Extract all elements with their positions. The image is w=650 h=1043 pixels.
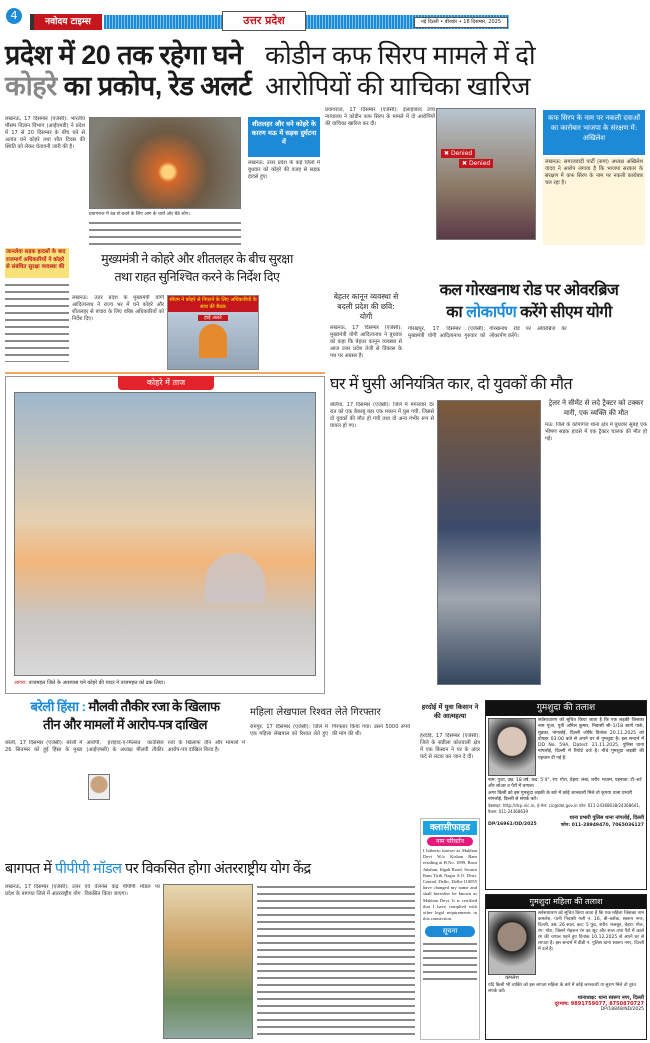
missing-girl-ad [485,700,647,890]
fog-side-lede: लखनऊ: उत्तर प्रदेश के कई जिलों में बुधवार को कोहरे की वजह से सड़क हादसे हुए। [248,160,320,180]
section-tab: उत्तर प्रदेश [222,11,306,31]
ad-title: गुमशुदा की तलाश [486,701,646,716]
headline-line [5,698,245,716]
headline-line: कल गोरखनाथ रोड पर ओवरब्रिज [439,282,619,299]
page-number: 4 [6,8,22,24]
ad-ref: DP/18848/ND/2025 [600,1007,644,1012]
photo-caption: प्रयागराज में ठंड से बचने के लिए आग के चारों ओर बैठे लोग। [89,212,190,217]
classified-box [420,818,480,1040]
caption-place: आगरा: [14,680,27,686]
fog-body [89,220,241,248]
headline-highlight: कोहरे [5,71,57,101]
maulana-photo [88,774,110,800]
headline-line: तथा राहत सुनिश्चित करने के निर्देश दिए [114,270,280,284]
headline-line: मुख्यमंत्री ने कोहरे और शीतलहर के बीच सुरक्षा [101,252,293,266]
headline-text: का प्रकोप, रेड अलर्ट [56,71,252,101]
bareilly-headline [5,698,245,734]
car-lede: बलिया, 17 दिसम्बर (एजेंसी): जिले में मंगलवार देर रात को एक बेकाबू कार एक मकान में घुस गयी, जिससे दो युवकों की मौत हो गयी तथा दो अन्य गंभीर रूप से घायल हो गए। [330,402,434,429]
bridge-lede: गोरखपुर, 17 दिसम्बर (एजेंसी): मुख्यमंत्री योगी आदित्यनाथ गुरुवार को गोरखनाथ रोड पर ओवरब्रिज का लोकार्पण करेंगे। [408,326,567,339]
ad-body: सर्वसाधारण को सूचित किया जाता है कि एक लड़की जिसका नाम पूजा, पुत्री अनिल कुमार, निवासी सी–1/18 स्वर्ण पार्क, मुंडका, नांगलोई, दिल्ली जोकि दिनांक 20.11.2025 को दोपहर 03:00 बजे से अपने घर से गुमशुदा है। इस सन्दर्भ में DD No. 59A, Dated: 21.11.2025, पुलिस थाना नांगलोई, दिल्ली में रिपोर्ट दर्ज है। नीचे गुमशुदा लड़की की पहचान दी गई है: [538,718,644,761]
denied-label: ✖ Denied [459,159,493,168]
name-change-label: नाम परिवर्तन [427,837,473,846]
hardoi-headline: हरदोई में युवा किसान ने की आत्महत्या [421,703,479,720]
headline-text: करेंगे सीएम योगी [516,304,612,321]
denied-label: ✖ Denied [441,149,475,158]
info-body [423,941,477,983]
person-name: कमलेश [505,975,519,981]
name-change-notice: I hitherto known as Makhan Devi W/o Kishan Ram residing at H.No. 1899, Basti Julahan, Idgah Road, Swami Ram Tirth Nagar S.O. Distt. Central Delhi, Delhi-110055 have changed my name and shall hereafter be known as Makhan Devi. It is certified that I have complied with other legal requirements in this connection. [423,848,477,922]
denied-text: Denied [450,150,473,157]
headline-text: मौलवी तौकीर रजा के खिलाफ [85,699,220,714]
headline-line: आरोपियों की याचिका खारिज [265,71,531,101]
ad-officer: थानाध्यक्ष: थाना स्वरूप नगर, दिल्ली [577,995,644,1001]
ad-officer: थाना प्रभारी पुलिस थाना नांगलोई, दिल्ली [569,815,644,822]
headline-highlight: बरेली हिंसा : [30,699,86,714]
bareilly-lede: बरेली, 17 दिसम्बर (एजेंसी): बरेली में 26 सितम्बर को हुई हिंसा के मुख्य आरोपी, इत्तेहाद-ए-मिल्लत काउंसिल (आईएमसी) के अध्यक्ष मौलवी तौकीर रजा के खिलाफ तीन और मामलों में आरोप-पत्र दाखिल किया है। [5,740,245,753]
headline-highlight: लोकार्पण [466,304,517,321]
denied-text: Denied [468,160,491,167]
cm-headline [72,250,322,286]
taj-silhouette [205,553,265,603]
graphic-title: सीएम ने कोहरे से निपटने के लिए अधिकारियों के साथ की बैठक [169,297,257,310]
akhilesh-box: कफ सिरप के नाम पर नकली दवाओं का कारोबार भाजपा के संरक्षण में: अखिलेश [543,110,645,155]
graphic-tag: हाई अलर्ट [198,315,228,321]
fog-side-box: शीतलहर और घने कोहरे के कारण मऊ में सड़क दुर्घटना में [248,117,320,157]
headline-line [5,71,263,102]
headline-line [408,302,650,324]
ad-ref: DP/16961/OD/2025 [488,822,537,828]
law-lede: लखनऊ, 17 दिसम्बर (एजेंसी): मुख्यमंत्री योगी आदित्यनाथ ने बुधवार को कहा कि बेहतर कानून व्यवस्था से आज उत्तर प्रदेश तेजी से विकास के पथ पर अग्रसर है। [330,325,402,359]
lekhpal-headline: महिला लेखपाल रिश्वत लेते गिरफ्तार [250,707,381,718]
highway-box: जानलेवा सड़क हादसों के बाद राजमार्ग अधिकारियों ने कोहरे से संबंधित सुरक्षा व्यवस्था की [5,248,69,278]
ad-phone: फोन: 011-28949470, 7065036127 [560,823,644,829]
headline-text: का [446,304,467,321]
ad-title: गुमशुदा महिला की तलाश [486,895,646,909]
trailer-headline: ट्रेलर ने सीमेंट से लदे ट्रैक्टर को टक्कर मारी, एक व्यक्ति की मौत [548,399,644,417]
newspaper-logo: नवोदय टाइम्स [30,14,102,30]
girl-photo [488,718,536,776]
yoga-center-illustration [163,884,253,1039]
taj-tag: कोहरे में ताज [118,376,214,390]
cm-graphic [167,295,259,370]
ad-contact: वेबसाइट: http://dcp.nic.in, ई–मेल: cic@del.gov.in फोन: 011-24368638/24368641, फैक्स: 011-24368639 [488,803,641,815]
headline-highlight: पीपीपी मॉडल [54,861,122,877]
ad-appeal: यदि किसी भी व्यक्ति को इस लापता महिला के बारे में कोई जानकारी या सुराग मिले तो तुरंत संपर्क करें। [488,983,636,994]
headline-line: प्रदेश में 20 तक रहेगा घने [5,40,243,70]
taj-photo [14,392,316,676]
bonfire-photo [89,117,241,209]
highway-body [5,282,69,362]
dateline: नई दिल्ली • बीरबार • 18 दिसम्बर, 2025 [414,17,508,28]
codeine-lede: प्रयागराज, 17 दिसम्बर (एजेंसी): इलाहाबाद उच्च न्यायालय ने कोडीन कफ सिरप के मामले में दो आरोपियों की याचिका खारिज कर दी। [325,107,435,127]
ad-identity: नाम: पूजा, उम्र: 18 वर्ष, कद: 5'4", रंग: गोरा, चेहरा: लंबा, शरीर: मध्यम, पहनावा: टी–शर्ट और लोअर व पैरों में चप्पल। [488,778,642,790]
headline-text: बागपत में [5,861,55,877]
classified-title: क्लासीफाइड [423,821,477,835]
trailer-lede: मऊ: जिले के कोपागंज थाना क्षेत्र में बुधवार सुबह एक भीषण सड़क हादसे में एक ट्रैक्टर चालक की मौत हो गई। [545,422,647,442]
bagpat-headline [5,858,415,880]
ad-body: सर्वसाधारण को सूचित किया जाता है कि एक महिला जिसका नाम कमलेश, पत्नी निवासी गली नं. 16, बी–ब्लॉक, स्वरूप नगर, दिल्ली, उम्र: 26 साल, कद: 5 फुट, शरीर: मजबूत, चेहरा: गोल, रंग: गोरा, जिसने मेहरून रंग का सूट और शाल तथा पैरों में काले रंग की चप्पल पहने हुए दिनांक 10.12.2025 से अपने घर से लापता है। इस सन्दर्भ में डीडी नं. पुलिस थाना स्वरूप नगर, दिल्ली में दर्ज है। [538,911,644,952]
codeine-illustration [436,108,536,240]
headline-line: कोडीन कफ सिरप मामले में दो [265,40,536,70]
divider [5,372,325,374]
fog-headline [5,40,263,102]
missing-woman-ad [485,894,647,1040]
woman-photo [488,911,536,975]
cm-lede: लखनऊ: उत्तर प्रदेश के मुख्यमंत्री योगी आदित्यनाथ ने राज्य भर में घने कोहरे और शीतलहर से बचाव के लिए वरिष्ठ अधिकारियों को निर्देश दिए। [72,295,164,322]
bagpat-lede: लखनऊ, 17 दिसम्बर (एजेंसी): उत्तर प्रदेश के बागपत जिले में अंतरराष्ट्रीय योग एवं वेलनेस केंद्र पीपीपी मॉडल पर विकसित किया जाएगा। [5,884,160,897]
law-headline: बेहतर कानून व्यवस्था से बदली प्रदेश की छवि: योगी [333,292,399,321]
bagpat-body [257,884,415,1039]
fog-lede: लखनऊ, 17 दिसम्बर (एजेंसी): भारतीय मौसम विज्ञान विभाग (आईएमडी) ने प्रदेश में 17 से 20 दिसम्बर के बीच घने से अत्यंत घने कोहरे तथा शीत दिवस की स्थिति को लेकर चेतावनी जारी की है। [5,116,85,150]
ad-phone: दूरभाष: 9891759077, 8750870727 [554,1001,644,1007]
headline-line: तीन और मामलों में आरोप-पत्र दाखिल [43,717,207,732]
car-accident-photo [437,400,541,685]
caption-text: ताजमहल जिले के आसपास घने कोहरे की चादर ने ताजमहल को ढक लिया। [26,680,165,686]
headline-text: पर विकसित होगा अंतरराष्ट्रीय योग केंद्र [121,861,311,877]
lekhpal-lede: रामपुर, 17 दिसम्बर (एजेंसी): जिले में एक महिला लेखपाल को रिश्वत लेते हुए गिरफ्तार किया गया। उसने 5000 रुपये की मांग की थी। [250,724,410,737]
codeine-headline [265,40,650,102]
bridge-headline [408,280,650,324]
info-label: सूचना [425,926,475,937]
ad-appeal: अगर किसी को इस गुमशुदा लड़की के बारे में कोई जानकारी मिले तो कृपया थाना प्रभारी नांगलोई, दिल्ली से संपर्क करें। [488,790,633,802]
cm-portrait [199,324,227,358]
car-headline: घर में घुसी अनियंत्रित कार, दो युवकों की मौत [330,376,573,393]
hardoi-lede: हरदोई, 17 दिसम्बर (एजेंसी): जिले के संडीला कोतवाली क्षेत्र में एक किसान ने घर के अंदर फंदे से लटक कर जान दे दी। [420,733,480,760]
akhilesh-lede: लखनऊ: समाजवादी पार्टी (सपा) अध्यक्ष अखिलेश यादव ने आरोप लगाया है कि भाजपा सरकार के संरक्षण में कफ सिरप के नाम पर नकली कारोबार चल रहा है। [543,157,645,245]
taj-caption [14,680,316,686]
